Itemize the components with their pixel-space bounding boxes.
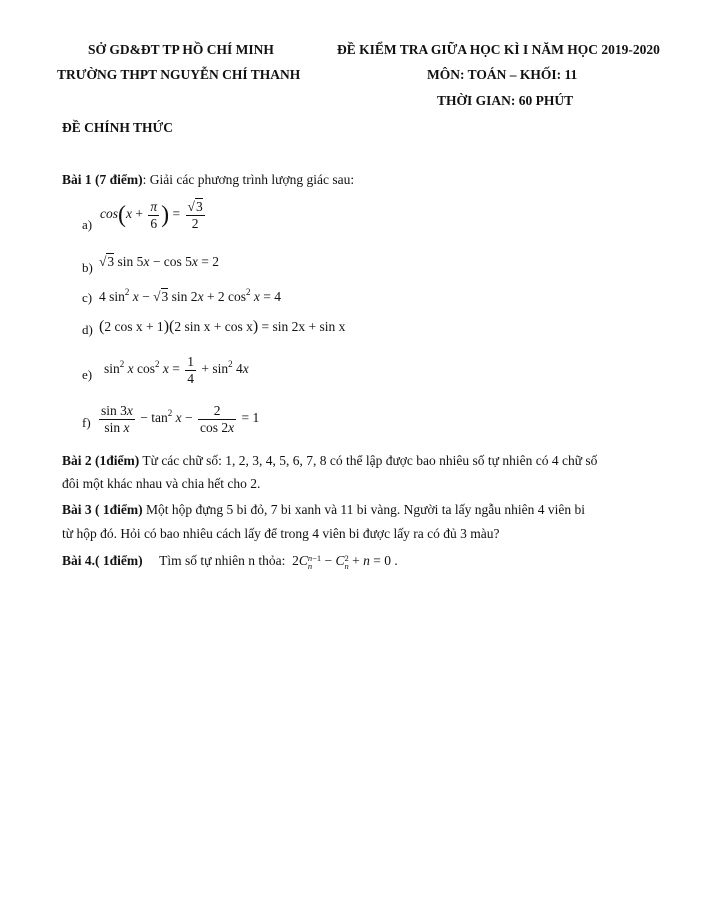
bai2-line2: đôi một khác nhau và chia hết cho 2. xyxy=(62,476,261,491)
eq-d-label: d) xyxy=(82,322,93,337)
equation-bai4: 2C n−1 n − C 2 n + n = 0 . xyxy=(288,552,398,571)
exam-title: ĐỀ KIỂM TRA GIỮA HỌC KÌ I NĂM HỌC 2019-2020 xyxy=(337,42,660,57)
bai2-text1: Từ các chữ số: 1, 2, 3, 4, 5, 6, 7, 8 có thể lập được bao nhiêu số tự nhiên có 4 chữ số xyxy=(139,453,598,468)
bai3-line1 xyxy=(62,502,585,518)
equation-d: (2 cos x + 1)(2 sin x + cos x) = sin 2x + sin x xyxy=(99,318,346,335)
bai2-heading: Bài 2 (1điểm) xyxy=(62,453,140,468)
bai3-heading: Bài 3 ( 1điểm) xyxy=(62,502,143,517)
equation-c: 4 $\sin^2 x - √3$ sin 2x + 2 $\cos^2 x = 4$ xyxy=(99,287,282,304)
bai3-text1: Một hộp đựng 5 bi đỏ, 7 bi xanh và 11 bi vàng. Người ta lấy ngẫu nhiên 4 viên bi xyxy=(142,502,585,517)
official-label: ĐỀ CHÍNH THỨC xyxy=(62,120,174,135)
time-line: THỜI GIAN: 60 PHÚT xyxy=(437,93,574,108)
equation-e: $\sin^2 x$ $\cos^2 x$ = $\frac{1}{4}$ + $\sin^2 4x$ xyxy=(104,354,249,386)
eq-a-label: a) xyxy=(82,217,93,232)
bai3-line2: từ hộp đó. Hỏi có bao nhiêu cách lấy để trong 4 viên bi được lấy ra có đủ 3 màu? xyxy=(62,526,500,541)
department-name: SỞ GD&ĐT TP HỒ CHÍ MINH xyxy=(88,42,274,57)
equation-f: $\frac{\sin 3x}{\text{sin x}}$ − $\tan^2 x$ − $\frac{2}{\cos 2x}$ = 1 xyxy=(101,403,260,435)
bai1-line xyxy=(62,172,354,188)
subject-line: MÔN: TOÁN – KHỐI: 11 xyxy=(427,67,578,82)
eq-c-label: c) xyxy=(82,290,93,305)
school-name: TRƯỜNG THPT NGUYỄN CHÍ THANH xyxy=(57,67,301,82)
bai1-text: : Giải các phương trình lượng giác sau: xyxy=(142,172,355,187)
eq-f-label: f) xyxy=(82,415,91,430)
eq-e-label: e) xyxy=(82,367,93,382)
bai4-line xyxy=(62,553,398,570)
equation-a: cos(x + $\frac{\pi}{6}$ ) = $\frac{√3}{2}$ xyxy=(100,199,203,231)
bai4-heading: Bài 4.( 1điểm) xyxy=(62,553,143,568)
equation-b: √3 sin 5x − cos 5x = 2 xyxy=(99,254,220,269)
eq-b-label: b) xyxy=(82,260,93,275)
bai4-text: Tìm số tự nhiên n thỏa: xyxy=(159,553,286,568)
bai1-heading: Bài 1 (7 điểm) xyxy=(62,172,143,187)
bai2-line1 xyxy=(62,453,597,469)
